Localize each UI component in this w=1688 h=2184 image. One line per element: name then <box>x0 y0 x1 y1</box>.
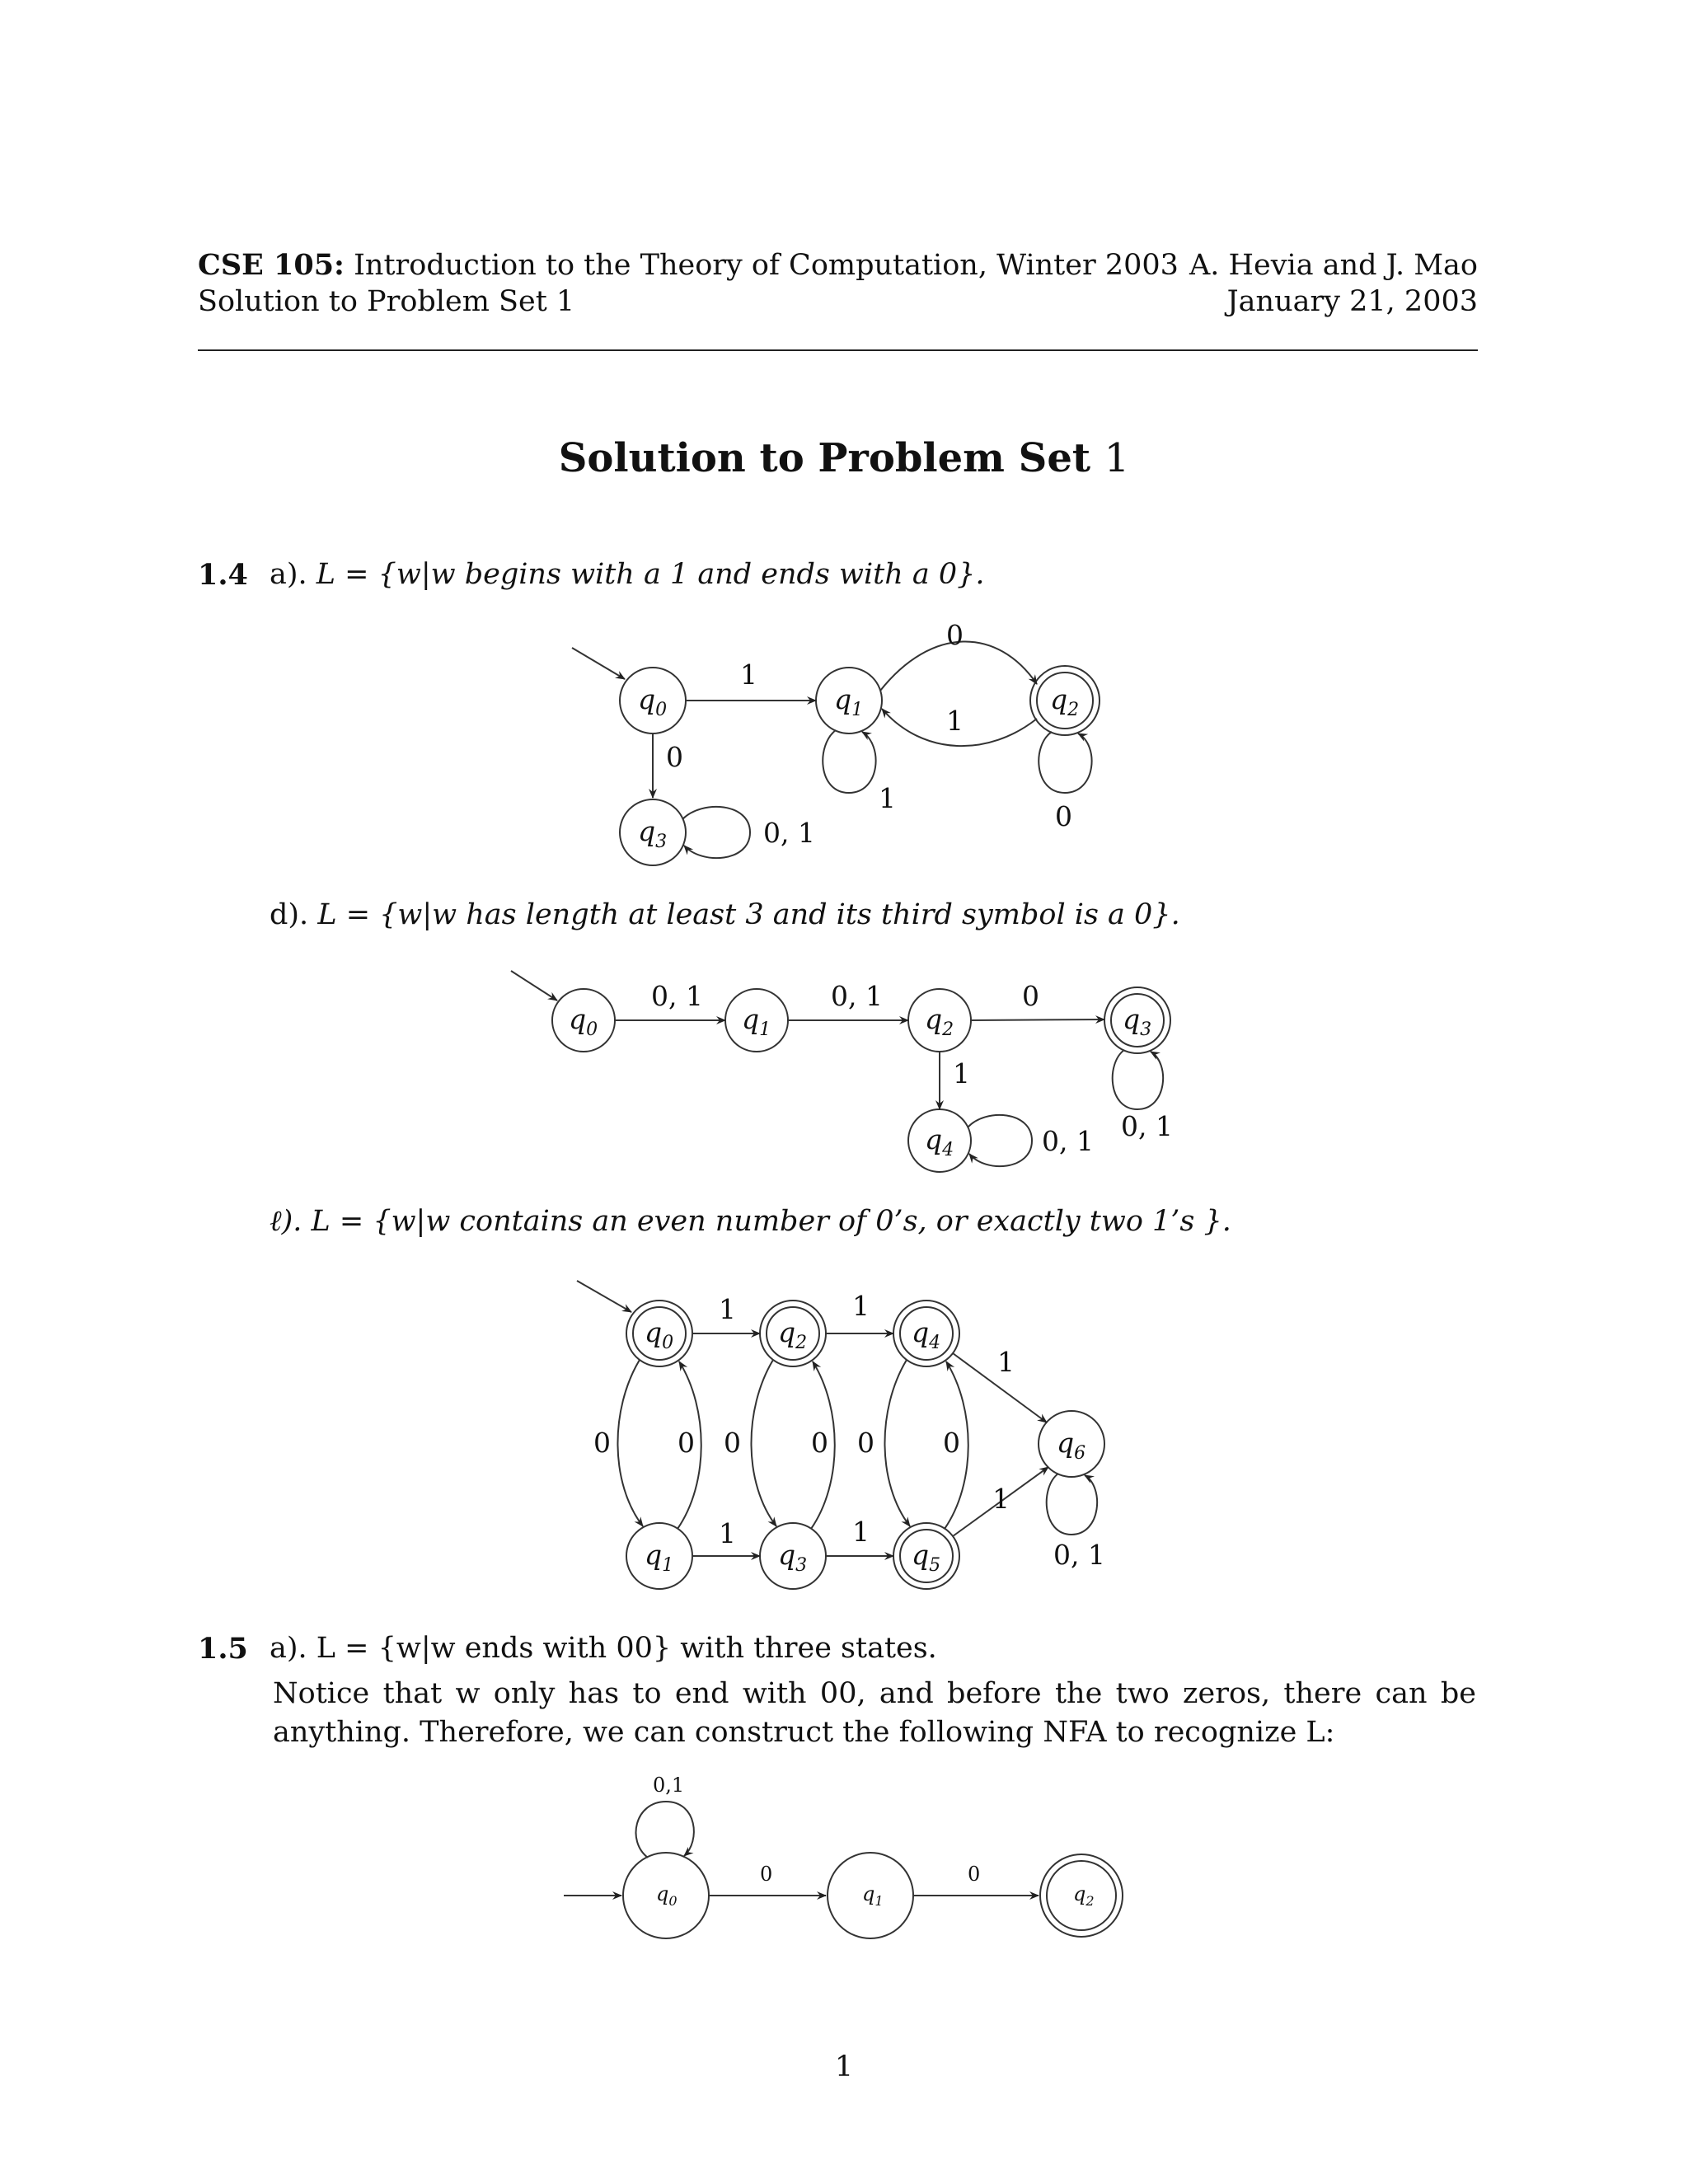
part-text: L = {w|w ends with 00} with three states. <box>316 1632 937 1665</box>
edge-label-q0-loop: 0,1 <box>653 1774 685 1797</box>
edge-label-q3-q2: 0 <box>811 1427 828 1459</box>
edge-label-q1-q2: 0, 1 <box>831 980 883 1012</box>
edge-label-q0-q1: 0 <box>593 1427 611 1459</box>
label-q2-l: $q_2$ <box>778 1316 808 1353</box>
edge-label-q1-q3: 1 <box>719 1517 736 1549</box>
part-label: d). <box>270 898 309 931</box>
part-text: L = {w|w contains an even number of 0’s, or exactly two 1’s }. <box>311 1205 1231 1238</box>
header-date: January 21, 2003 <box>1226 285 1478 318</box>
header-subtitle: Solution to Problem Set 1 <box>198 285 575 318</box>
edge-label-q0-q1: 0 <box>760 1863 773 1886</box>
title-number: 1 <box>1104 435 1130 481</box>
edge-label-q4-q5: 0 <box>857 1427 874 1459</box>
title-main: Solution to Problem Set <box>558 435 1091 481</box>
edge-label-q3-loop: 0, 1 <box>1121 1110 1173 1142</box>
label-q4-d: $q_4$ <box>925 1123 954 1160</box>
header-authors: A. Hevia and J. Mao <box>1189 249 1478 282</box>
edge-label-q2-q1: 1 <box>946 705 964 737</box>
edge-label-q0-q1: 1 <box>740 658 757 691</box>
page-number: 1 <box>834 2050 854 2083</box>
label-q3-l: $q_3$ <box>778 1539 808 1576</box>
edge-label-q3-q5: 1 <box>852 1516 870 1548</box>
edge-label-q5-q6: 1 <box>992 1483 1010 1515</box>
part-text: L = {w|w begins with a 1 and ends with a 0}. <box>316 558 985 591</box>
problem-1-5-paragraph: Notice that w only has to end with 00, and before the two zeros, there can be anything. Therefore, we can construct the following NFA to recognize L: <box>273 1677 1476 1749</box>
course-title: Introduction to the Theory of Computation, Winter 2003 <box>344 249 1179 282</box>
label-q1-d: $q_1$ <box>742 1003 771 1040</box>
edge-label-q1-q0: 0 <box>678 1427 695 1459</box>
edge-label-q4-q6: 1 <box>997 1346 1015 1378</box>
edge-label-q2-loop: 0 <box>1055 800 1072 832</box>
edge-label-q2-q3: 0 <box>1022 980 1039 1012</box>
label-q1-l: $q_1$ <box>645 1539 674 1576</box>
label-q3-a: $q_3$ <box>638 815 668 852</box>
part-label: a). <box>270 1632 307 1665</box>
part-text: L = {w|w has length at least 3 and its third symbol is a 0}. <box>317 898 1180 931</box>
edge-label-q0-q2: 1 <box>719 1293 736 1325</box>
edge-label-q2-q4: 1 <box>852 1290 870 1322</box>
label-q2-nfa: $q_2$ <box>1073 1882 1095 1909</box>
label-q0-a: $q_0$ <box>638 683 668 720</box>
part-label: a). <box>270 558 307 591</box>
edge-label-q0-q3: 0 <box>666 741 683 773</box>
label-q0-nfa: $q_0$ <box>656 1882 678 1909</box>
edge-label-q2-q4: 1 <box>953 1057 970 1090</box>
label-q0-l: $q_0$ <box>645 1316 674 1353</box>
label-q2-d: $q_2$ <box>925 1003 954 1040</box>
edge-label-q3-loop: 0, 1 <box>763 817 815 849</box>
edge-label-q5-q4: 0 <box>943 1427 960 1459</box>
edge-label-q1-q2: 0 <box>968 1863 981 1886</box>
label-q4-l: $q_4$ <box>912 1316 941 1353</box>
label-q2-a: $q_2$ <box>1050 683 1080 720</box>
label-q1-a: $q_1$ <box>834 683 864 720</box>
label-q1-nfa: $q_1$ <box>862 1882 884 1909</box>
problem-number-1-4: 1.4 <box>198 558 248 592</box>
label-q5-l: $q_5$ <box>912 1539 941 1576</box>
edge-label-q2-q3: 0 <box>724 1427 741 1459</box>
edge-label-q1-loop: 1 <box>879 782 896 814</box>
edge-label-q1-q2: 0 <box>946 619 964 651</box>
part-label: ℓ). <box>270 1205 302 1238</box>
course-code: CSE 105: <box>198 248 345 282</box>
label-q0-d: $q_0$ <box>569 1003 598 1040</box>
edge-label-q4-loop: 0, 1 <box>1042 1125 1094 1157</box>
edge-label-q6-loop: 0, 1 <box>1053 1539 1105 1571</box>
edge-label-q0-q1: 0, 1 <box>651 980 703 1012</box>
label-q6-l: $q_6$ <box>1057 1427 1086 1464</box>
loop-q0 <box>636 1802 694 1858</box>
label-q3-d: $q_3$ <box>1123 1003 1152 1040</box>
problem-number-1-5: 1.5 <box>198 1632 248 1666</box>
